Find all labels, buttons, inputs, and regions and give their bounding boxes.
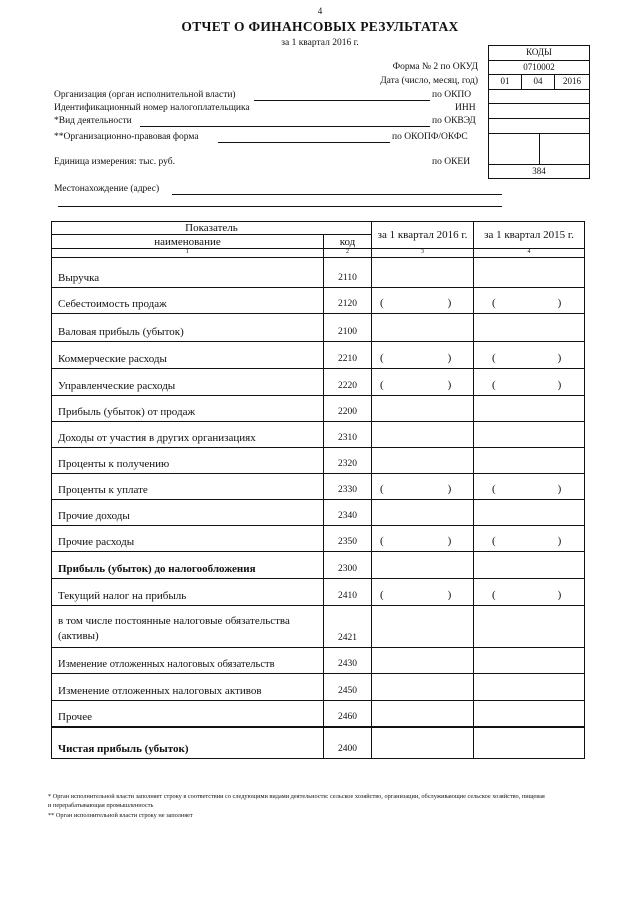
row-value-col2 <box>474 288 585 314</box>
inn-label: Идентификационный номер налогоплательщика <box>54 103 250 113</box>
paren-open: ( <box>492 352 496 364</box>
row-value-col2 <box>474 606 585 648</box>
col-num-2: 2 <box>324 249 372 258</box>
paren-open: ( <box>380 535 384 547</box>
row-value-col2 <box>474 526 585 552</box>
org-line <box>254 100 430 101</box>
row-name: в том числе постоянные налоговые обязательства (активы) <box>52 606 324 648</box>
row-code: 2100 <box>324 314 372 342</box>
row-name: Управленческие расходы <box>52 369 324 396</box>
codes-header: КОДЫ <box>489 46 589 61</box>
row-code: 2120 <box>324 288 372 314</box>
row-value-col2 <box>474 552 585 579</box>
okopf-label: по ОКОПФ/ОКФС <box>392 132 468 142</box>
table-row <box>52 448 585 474</box>
row-code: 2300 <box>324 552 372 579</box>
row-value-col2 <box>474 314 585 342</box>
row-value-col2 <box>474 369 585 396</box>
table-row <box>52 342 585 369</box>
row-value-col1 <box>372 342 474 369</box>
table-row <box>52 648 585 674</box>
row-value-col1 <box>372 474 474 500</box>
row-code: 2450 <box>324 674 372 701</box>
paren-open: ( <box>380 297 384 309</box>
table-row <box>52 258 585 288</box>
header-name: наименование <box>52 235 324 249</box>
row-value-col2 <box>474 258 585 288</box>
col-num-4: 4 <box>474 249 585 258</box>
table-row <box>52 579 585 606</box>
table-row <box>52 369 585 396</box>
col-num-3: 3 <box>372 249 474 258</box>
row-value-col1 <box>372 606 474 648</box>
location-label: Местонахождение (адрес) <box>54 184 160 194</box>
row-code: 2210 <box>324 342 372 369</box>
row-value-col1 <box>372 500 474 526</box>
org-label: Организация (орган исполнительной власти) <box>54 90 236 100</box>
row-name: Изменение отложенных налоговых активов <box>52 674 324 701</box>
row-value-col1 <box>372 369 474 396</box>
location-line-1 <box>172 194 502 195</box>
footnote-2: ** Орган исполнительной власти строку не заполняет <box>48 812 193 819</box>
row-name: Себестоимость продаж <box>52 288 324 314</box>
row-code: 2400 <box>324 727 372 759</box>
row-name: Чистая прибыль (убыток) <box>52 727 324 759</box>
row-value-col1 <box>372 674 474 701</box>
row-value-col1 <box>372 727 474 759</box>
codes-box <box>488 45 590 179</box>
row-value-col2 <box>474 727 585 759</box>
header-code: код <box>324 235 372 249</box>
header-col1: за 1 квартал 2016 г. <box>372 222 474 249</box>
paren-open: ( <box>380 483 384 495</box>
paren-close: ) <box>447 589 452 601</box>
table-row <box>52 526 585 552</box>
row-name: Доходы от участия в других организациях <box>52 422 324 448</box>
row-value-col1 <box>372 552 474 579</box>
table-row <box>52 288 585 314</box>
row-value-col1 <box>372 701 474 727</box>
row-name: Проценты к уплате <box>52 474 324 500</box>
paren-close: ) <box>447 379 452 391</box>
paren-open: ( <box>492 535 496 547</box>
row-value-col1 <box>372 422 474 448</box>
row-value-col1 <box>372 448 474 474</box>
paren-close: ) <box>557 297 562 309</box>
footnote-1: * Орган исполнительной власти заполняет строку в соответствии со следующими видами деятельности: сельское хозяйство, организации, обслуживающие сельское хозяйство, пищевая и перерабатывающая промышленность <box>48 793 545 809</box>
okopf-code <box>489 134 589 165</box>
report-period: за 1 квартал 2016 г. <box>281 38 359 48</box>
paren-open: ( <box>492 379 496 391</box>
row-code: 2220 <box>324 369 372 396</box>
date-day: 01 <box>489 75 522 89</box>
row-name: Коммерческие расходы <box>52 342 324 369</box>
row-code: 2330 <box>324 474 372 500</box>
table-row <box>52 474 585 500</box>
row-value-col2 <box>474 648 585 674</box>
row-value-col2 <box>474 674 585 701</box>
row-name: Проценты к получению <box>52 448 324 474</box>
row-name: Текущий налог на прибыль <box>52 579 324 606</box>
row-code: 2310 <box>324 422 372 448</box>
row-code: 2421 <box>324 606 372 648</box>
activity-line <box>140 126 430 127</box>
paren-close: ) <box>447 483 452 495</box>
row-value-col2 <box>474 500 585 526</box>
paren-close: ) <box>447 352 452 364</box>
row-value-col1 <box>372 396 474 422</box>
page-title: ОТЧЕТ О ФИНАНСОВЫХ РЕЗУЛЬТАТАХ <box>181 19 459 34</box>
row-value-col1 <box>372 314 474 342</box>
row-value-col2 <box>474 422 585 448</box>
header-indicator: Показатель <box>52 222 372 235</box>
row-value-col2 <box>474 342 585 369</box>
okpo-label: по ОКПО <box>432 90 472 100</box>
paren-close: ) <box>447 535 452 547</box>
table-row <box>52 314 585 342</box>
legal-form-label: **Организационно-правовая форма <box>54 132 199 142</box>
table-row <box>52 422 585 448</box>
financial-results-table <box>51 221 585 759</box>
row-name: Прочие доходы <box>52 500 324 526</box>
row-code: 2460 <box>324 701 372 727</box>
row-value-col1 <box>372 579 474 606</box>
legal-form-line <box>218 142 390 143</box>
row-code: 2350 <box>324 526 372 552</box>
paren-close: ) <box>557 352 562 364</box>
row-value-col2 <box>474 396 585 422</box>
row-value-col2 <box>474 579 585 606</box>
page-number: 4 <box>317 6 323 16</box>
table-row <box>52 701 585 727</box>
row-value-col1 <box>372 258 474 288</box>
okud-code: 0710002 <box>489 61 589 76</box>
table-row <box>52 674 585 701</box>
header-col2: за 1 квартал 2015 г. <box>474 222 585 249</box>
paren-close: ) <box>557 535 562 547</box>
row-name: Изменение отложенных налоговых обязательств <box>52 648 324 674</box>
okud-label: Форма № 2 по ОКУД <box>392 62 478 72</box>
paren-close: ) <box>447 297 452 309</box>
row-code: 2430 <box>324 648 372 674</box>
row-value-col2 <box>474 701 585 727</box>
row-name: Выручка <box>52 258 324 288</box>
row-name: Прочие расходы <box>52 526 324 552</box>
row-name: Прибыль (убыток) до налогообложения <box>52 552 324 579</box>
row-name: Прибыль (убыток) от продаж <box>52 396 324 422</box>
date-label: Дата (число, месяц, год) <box>380 76 478 86</box>
row-value-col1 <box>372 648 474 674</box>
row-name: Валовая прибыль (убыток) <box>52 314 324 342</box>
okei-label: по ОКЕИ <box>432 157 471 167</box>
table-row <box>52 727 585 759</box>
paren-open: ( <box>492 483 496 495</box>
okpo-code <box>489 90 589 105</box>
paren-open: ( <box>380 589 384 601</box>
row-value-col2 <box>474 448 585 474</box>
unit-label: Единица измерения: тыс. руб. <box>54 157 175 167</box>
okei-code: 384 <box>532 165 546 176</box>
row-code: 2320 <box>324 448 372 474</box>
row-value-col2 <box>474 474 585 500</box>
okved-label: по ОКВЭД <box>432 116 476 126</box>
inn-short-label: ИНН <box>455 103 476 113</box>
paren-close: ) <box>557 379 562 391</box>
row-code: 2340 <box>324 500 372 526</box>
location-line-2 <box>58 206 502 207</box>
row-value-col1 <box>372 288 474 314</box>
table-row <box>52 396 585 422</box>
paren-close: ) <box>557 589 562 601</box>
table-row <box>52 552 585 579</box>
row-code: 2410 <box>324 579 372 606</box>
row-value-col1 <box>372 526 474 552</box>
paren-open: ( <box>492 589 496 601</box>
table-row <box>52 606 585 648</box>
col-num-1: 1 <box>52 249 324 258</box>
inn-code <box>489 104 589 119</box>
date-month: 04 <box>522 75 555 89</box>
date-year: 2016 <box>563 76 581 87</box>
paren-open: ( <box>380 352 384 364</box>
okved-code <box>489 119 589 134</box>
paren-open: ( <box>492 297 496 309</box>
date-row <box>489 75 589 90</box>
row-name: Прочее <box>52 701 324 727</box>
row-code: 2200 <box>324 396 372 422</box>
activity-label: *Вид деятельности <box>54 116 132 126</box>
paren-close: ) <box>557 483 562 495</box>
row-code: 2110 <box>324 258 372 288</box>
table-row <box>52 500 585 526</box>
paren-open: ( <box>380 379 384 391</box>
